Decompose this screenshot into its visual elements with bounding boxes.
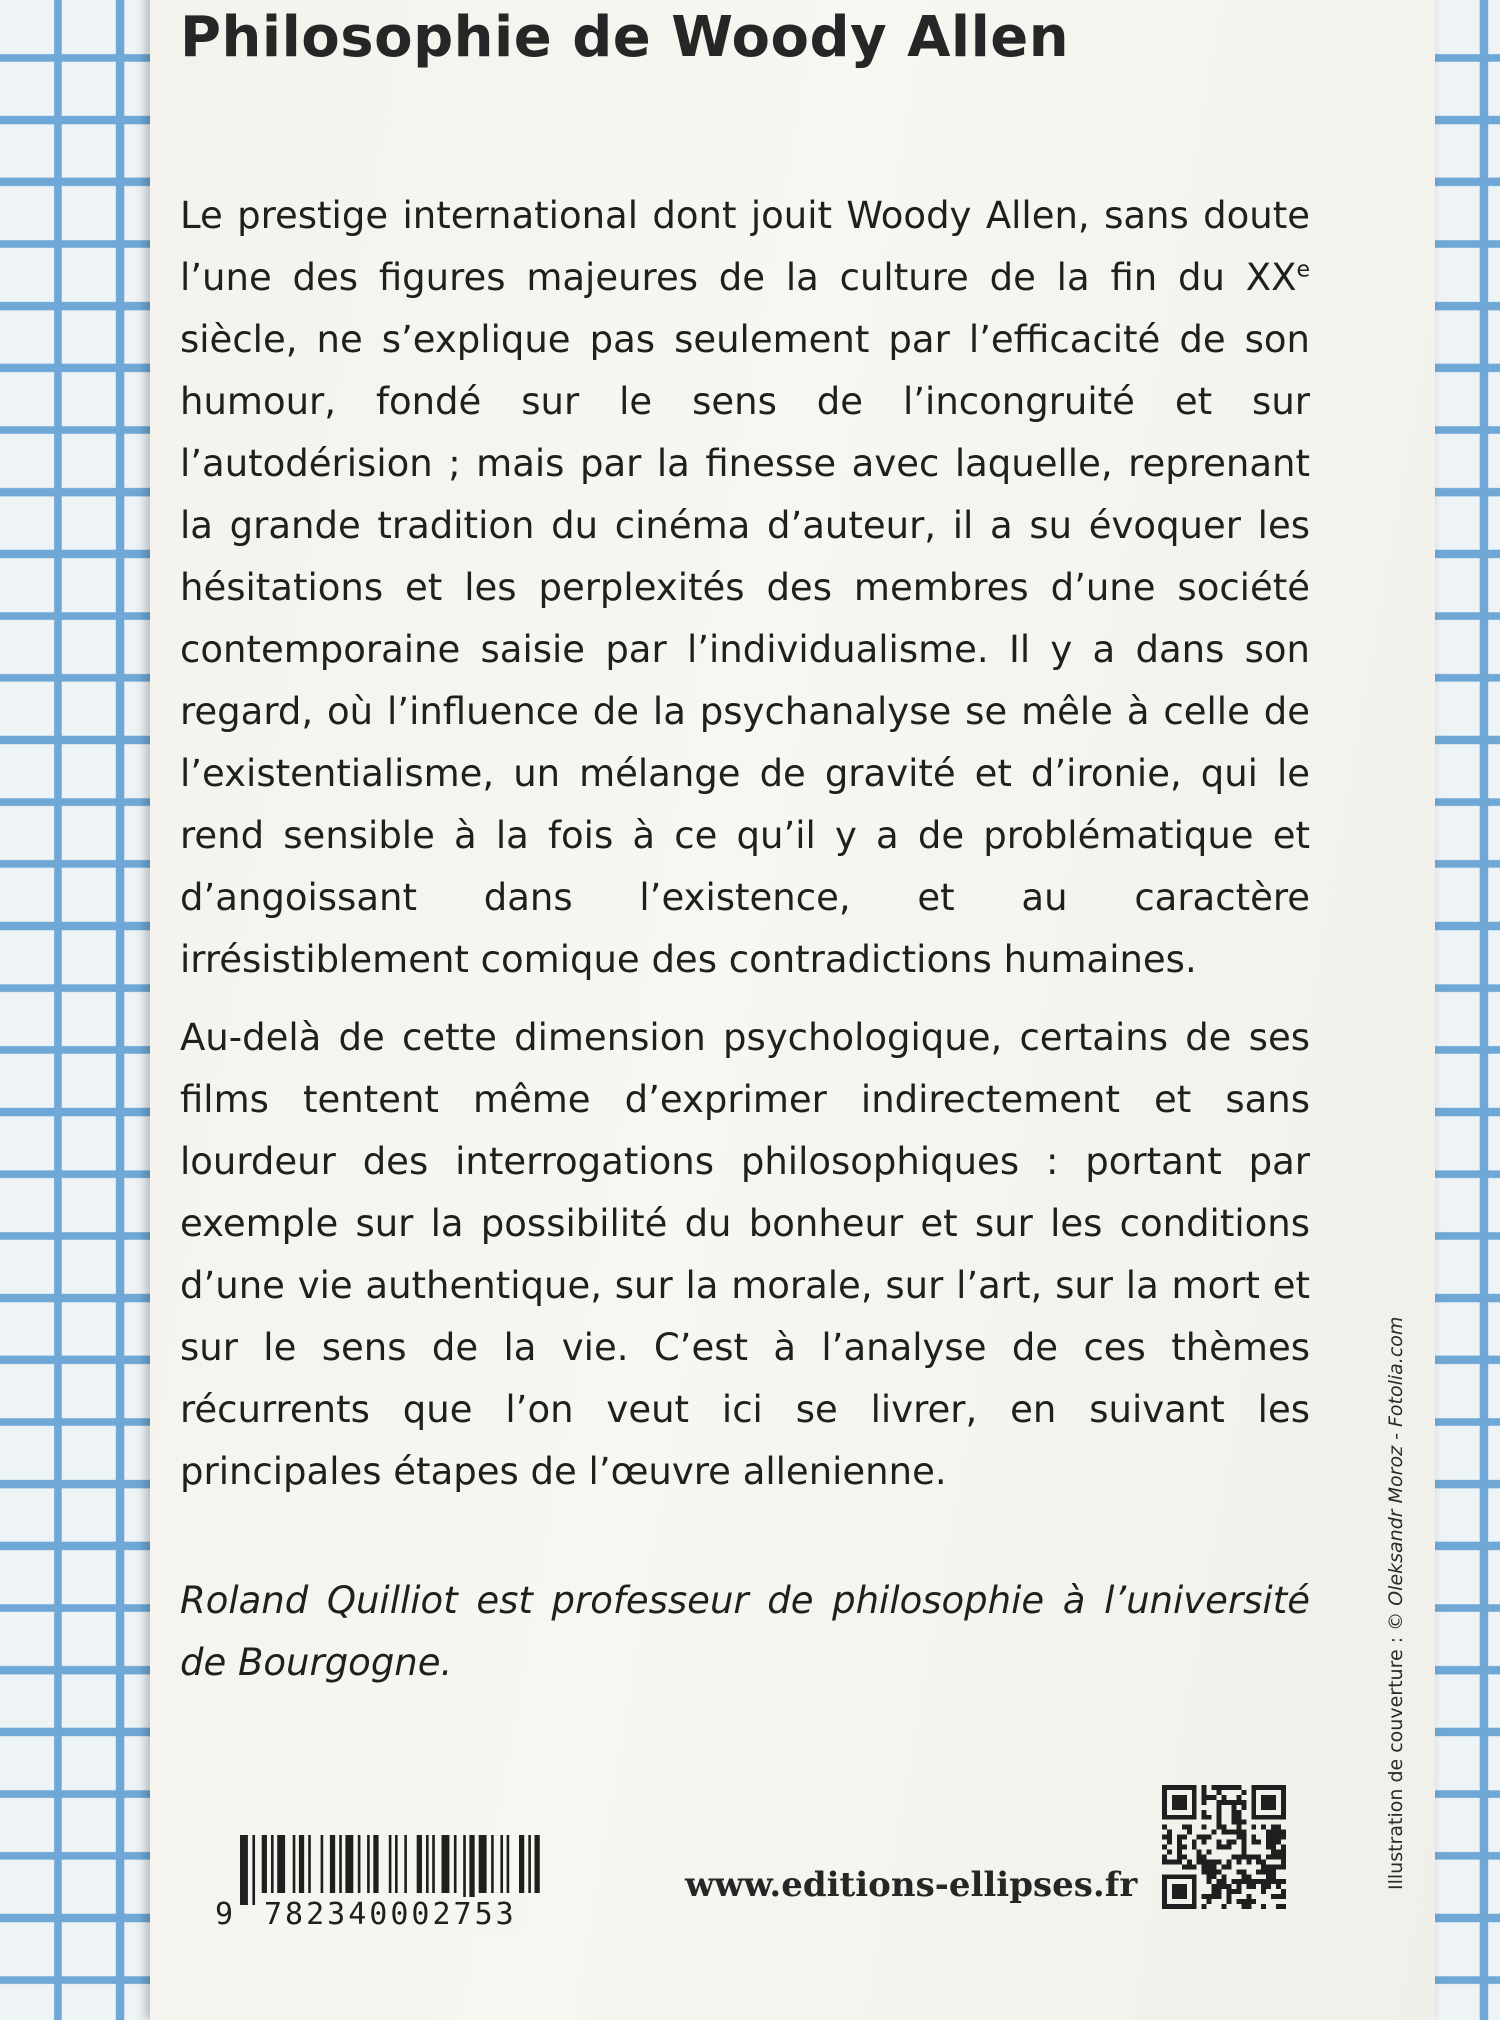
credit-name: Oleksandr Moroz - Fotolia.com (1385, 1316, 1407, 1606)
cover-illustration-credit (1385, 1317, 1407, 1890)
paragraph-1-start: Le prestige international dont jouit Woody Allen, sans doute l’une des figures majeures de la culture de la fin du XX (180, 194, 1310, 299)
book-title: Philosophie de Woody Allen (180, 5, 1070, 70)
qr-code-icon (1162, 1785, 1286, 1909)
publisher-website: www.editions-ellipses.fr (685, 1865, 1138, 1905)
book-back-cover (150, 0, 1435, 2020)
isbn-digits: 782340002753 (260, 1897, 521, 1932)
paragraph-1-end: siècle, ne s’explique pas seulement par l’efficacité de son humour, fondé sur le sens de l’incongruité et sur l’autodérision ; mais par la finesse avec laquelle, reprenant la grande tradition du cinéma d’auteur, il a su évoquer les hésitations et les perplexités des membres d’une société contemporaine saisie par l’individualisme. Il y a dans son regard, où l’influence de la psychanalyse se mêle à celle de l’existentialisme, un mélange de gravité et d’ironie, qui le rend sensible à la fois à ce qu’il y a de problématique et d’angoissant dans l’existence, et au caractère irrésistiblement comique des contradictions humaines. (180, 318, 1310, 981)
credit-prefix: Illustration de couverture : © (1385, 1605, 1407, 1890)
barcode-bars (240, 1835, 540, 1905)
description-paragraph-2: Au-delà de cette dimension psychologique, certains de ses films tentent même d’exprimer indirectement et sans lourdeur des interrogations philosophiques : portant par exemple sur la possibilité du bonheur et sur les conditions d’une vie authentique, sur la morale, sur l’art, sur la mort et sur le sens de la vie. C’est à l’analyse de ces thèmes récurrents que l’on veut ici se livrer, en suivant les principales étapes de l’œuvre allenienne. (180, 1016, 1310, 1493)
isbn-lead-digit: 9 (215, 1897, 234, 1932)
description-paragraph-1 (180, 185, 1310, 991)
century-superscript: e (1296, 257, 1310, 283)
book-description (180, 185, 1310, 1503)
isbn-barcode (180, 1835, 600, 1935)
author-note: Roland Quilliot est professeur de philosophie à l’université de Bourgogne. (180, 1579, 1310, 1684)
